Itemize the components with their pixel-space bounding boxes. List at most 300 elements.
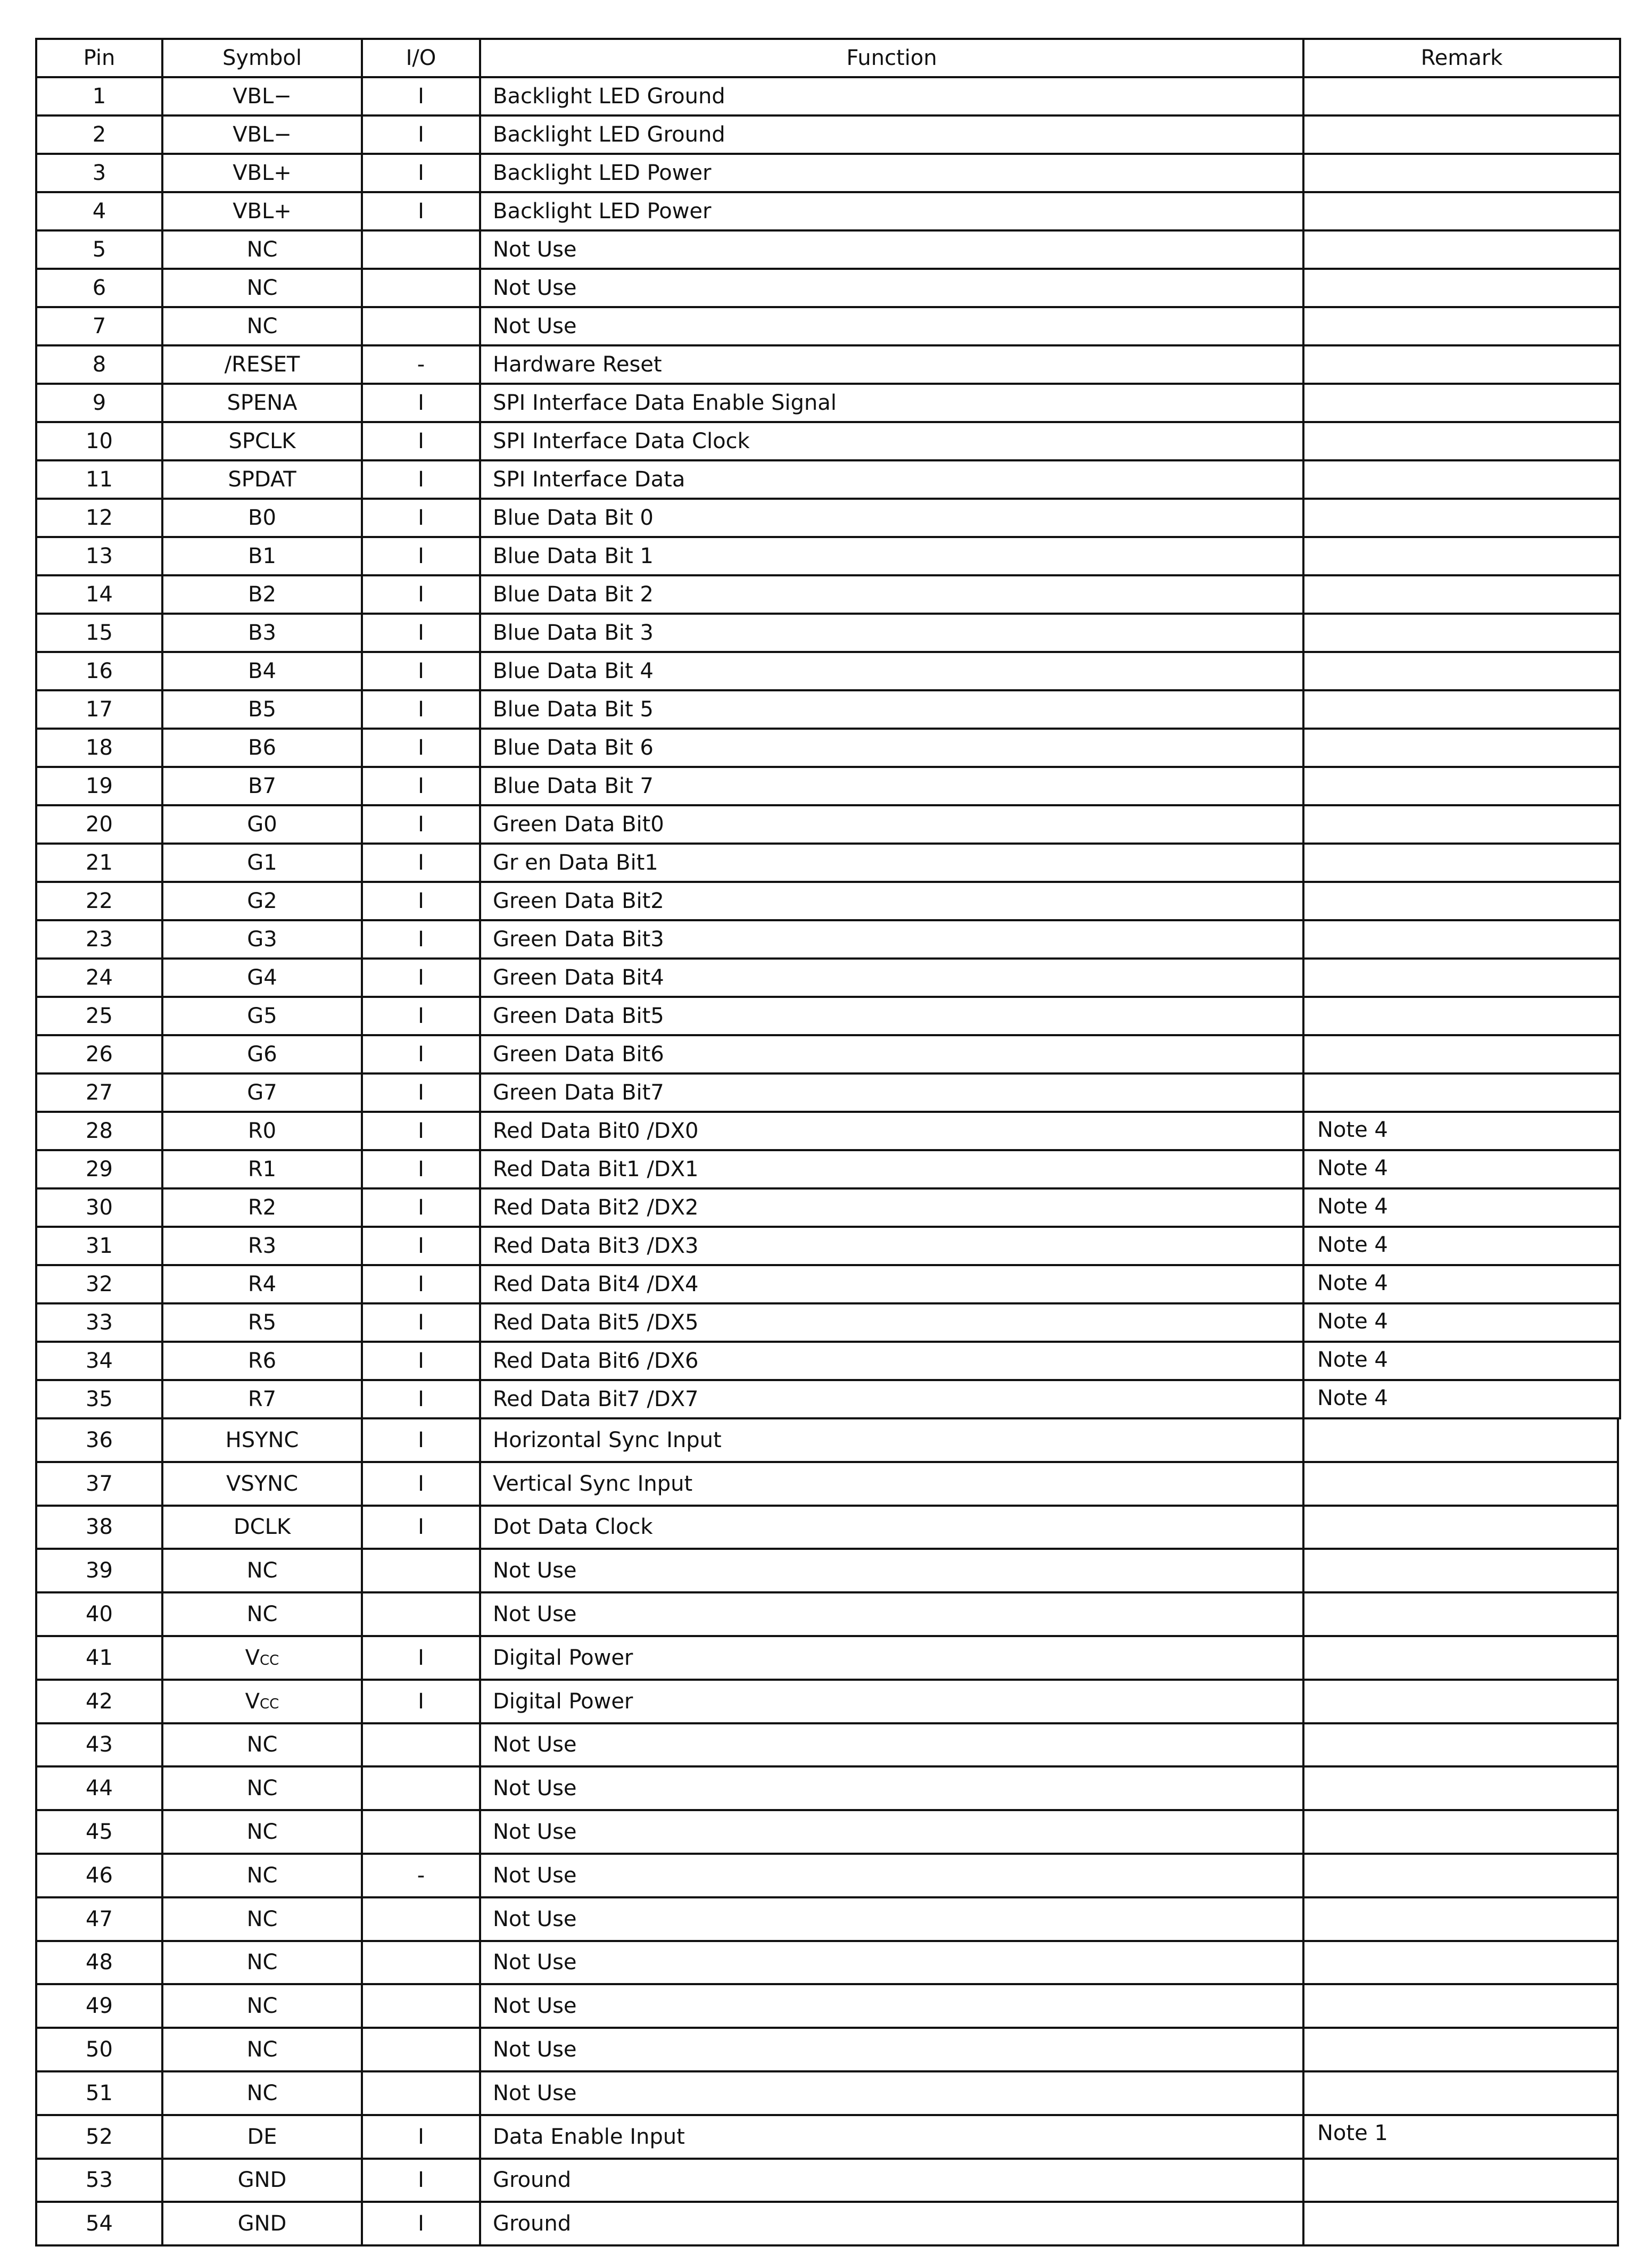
function-cell: Green Data Bit6	[480, 1035, 1303, 1073]
pin-cell: 36	[36, 1418, 162, 1462]
symbol-cell	[162, 1680, 362, 1723]
function-cell: Backlight LED Ground	[480, 77, 1303, 115]
symbol-cell: NC	[162, 1766, 362, 1810]
pin-cell: 53	[36, 2159, 162, 2202]
io-cell	[362, 307, 480, 345]
io-cell: I	[362, 575, 480, 614]
io-cell	[362, 1810, 480, 1854]
function-cell: Not Use	[480, 2071, 1303, 2115]
table-row	[36, 1227, 1620, 1265]
pin-cell: 14	[36, 575, 162, 614]
pin-cell: 15	[36, 614, 162, 652]
io-cell	[362, 1984, 480, 2028]
symbol-cell	[162, 1636, 362, 1680]
table-row	[36, 2028, 1618, 2071]
table-row	[36, 1549, 1618, 1592]
remark-cell	[1303, 1941, 1618, 1985]
pin-cell: 25	[36, 997, 162, 1035]
pin-cell: 46	[36, 1854, 162, 1897]
io-cell: I	[362, 1680, 480, 1723]
function-cell: Red Data Bit5 /DX5	[480, 1303, 1303, 1342]
table-row	[36, 805, 1620, 844]
io-cell: I	[362, 537, 480, 575]
symbol-cell: SPENA	[162, 384, 362, 422]
function-cell: Not Use	[480, 1723, 1303, 1767]
table-row	[36, 1810, 1618, 1854]
function-cell: Not Use	[480, 1549, 1303, 1592]
symbol-text: V	[245, 1689, 260, 1714]
pin-cell: 43	[36, 1723, 162, 1767]
io-cell: I	[362, 1035, 480, 1073]
symbol-cell: VSYNC	[162, 1462, 362, 1506]
symbol-cell: R6	[162, 1342, 362, 1380]
table-row	[36, 1506, 1618, 1549]
table-row	[36, 1941, 1618, 1985]
io-cell	[362, 1592, 480, 1636]
table-row	[36, 920, 1620, 959]
header-remark: Remark	[1303, 39, 1620, 77]
pin-cell: 1	[36, 77, 162, 115]
table-row	[36, 1150, 1620, 1188]
io-cell: I	[362, 652, 480, 690]
symbol-cell: B0	[162, 499, 362, 537]
symbol-cell: B3	[162, 614, 362, 652]
table-row	[36, 1342, 1620, 1380]
remark-cell	[1303, 307, 1620, 345]
table-row	[36, 1462, 1618, 1506]
io-cell: I	[362, 1227, 480, 1265]
pin-cell: 32	[36, 1265, 162, 1303]
table-row	[36, 1265, 1620, 1303]
symbol-cell: NC	[162, 1941, 362, 1985]
io-cell: I	[362, 1462, 480, 1506]
io-cell: I	[362, 1188, 480, 1227]
function-cell: Not Use	[480, 230, 1303, 269]
symbol-cell: R5	[162, 1303, 362, 1342]
function-cell: Blue Data Bit 6	[480, 729, 1303, 767]
symbol-cell: NC	[162, 2071, 362, 2115]
table-row	[36, 767, 1620, 805]
symbol-cell: HSYNC	[162, 1418, 362, 1462]
io-cell: I	[362, 192, 480, 230]
function-cell: SPI Interface Data Clock	[480, 422, 1303, 460]
symbol-cell: B7	[162, 767, 362, 805]
remark-cell	[1303, 2159, 1618, 2202]
pin-cell: 3	[36, 154, 162, 192]
pin-cell: 22	[36, 882, 162, 920]
io-cell: I	[362, 2202, 480, 2245]
function-cell: Not Use	[480, 1897, 1303, 1941]
symbol-cell: GND	[162, 2159, 362, 2202]
symbol-cell: R0	[162, 1112, 362, 1150]
table-row	[36, 230, 1620, 269]
remark-cell: Note 4	[1303, 1227, 1620, 1265]
header-function: Function	[480, 39, 1303, 77]
pin-cell: 9	[36, 384, 162, 422]
io-cell: I	[362, 1073, 480, 1112]
symbol-cell: VBL+	[162, 192, 362, 230]
io-cell: I	[362, 1112, 480, 1150]
table-row	[36, 422, 1620, 460]
function-cell: Not Use	[480, 2028, 1303, 2071]
pin-cell: 37	[36, 1462, 162, 1506]
io-cell: I	[362, 154, 480, 192]
pin-cell: 42	[36, 1680, 162, 1723]
remark-cell	[1303, 422, 1620, 460]
pin-cell: 50	[36, 2028, 162, 2071]
remark-cell	[1303, 1418, 1618, 1462]
remark-cell	[1303, 1592, 1618, 1636]
table-row	[36, 1073, 1620, 1112]
symbol-subscript: CC	[260, 1696, 279, 1712]
remark-cell	[1303, 1984, 1618, 2028]
io-cell	[362, 1897, 480, 1941]
remark-cell	[1303, 537, 1620, 575]
function-cell: Red Data Bit3 /DX3	[480, 1227, 1303, 1265]
remark-cell	[1303, 729, 1620, 767]
io-cell: I	[362, 690, 480, 729]
remark-cell	[1303, 460, 1620, 499]
io-cell: I	[362, 805, 480, 844]
pin-cell: 49	[36, 1984, 162, 2028]
io-cell: I	[362, 1342, 480, 1380]
function-cell: SPI Interface Data Enable Signal	[480, 384, 1303, 422]
pin-cell: 52	[36, 2115, 162, 2159]
symbol-cell: VBL−	[162, 77, 362, 115]
remark-cell	[1303, 1723, 1618, 1767]
io-cell: I	[362, 115, 480, 154]
io-cell	[362, 1766, 480, 1810]
function-cell: Hardware Reset	[480, 345, 1303, 384]
function-cell: Digital Power	[480, 1680, 1303, 1723]
symbol-cell: B1	[162, 537, 362, 575]
remark-cell	[1303, 345, 1620, 384]
pin-cell: 12	[36, 499, 162, 537]
function-cell: SPI Interface Data	[480, 460, 1303, 499]
io-cell: I	[362, 1506, 480, 1549]
table-row	[36, 345, 1620, 384]
pin-cell: 33	[36, 1303, 162, 1342]
table-row	[36, 997, 1620, 1035]
table-row	[36, 2202, 1618, 2245]
io-cell	[362, 2071, 480, 2115]
pin-cell: 51	[36, 2071, 162, 2115]
io-cell: I	[362, 729, 480, 767]
table-row	[36, 307, 1620, 345]
function-cell: Red Data Bit6 /DX6	[480, 1342, 1303, 1380]
remark-cell	[1303, 1549, 1618, 1592]
table-row	[36, 1984, 1618, 2028]
pin-cell: 2	[36, 115, 162, 154]
io-cell	[362, 269, 480, 307]
function-cell: Not Use	[480, 1854, 1303, 1897]
io-cell: I	[362, 882, 480, 920]
function-cell: Red Data Bit2 /DX2	[480, 1188, 1303, 1227]
function-cell: Green Data Bit7	[480, 1073, 1303, 1112]
remark-cell	[1303, 614, 1620, 652]
remark-cell	[1303, 652, 1620, 690]
symbol-cell: VBL−	[162, 115, 362, 154]
symbol-cell: NC	[162, 269, 362, 307]
remark-cell	[1303, 1810, 1618, 1854]
remark-cell	[1303, 2202, 1618, 2245]
symbol-cell: G7	[162, 1073, 362, 1112]
io-cell: I	[362, 460, 480, 499]
pin-table-lower	[35, 1417, 1619, 2247]
remark-cell	[1303, 1073, 1620, 1112]
table-row	[36, 729, 1620, 767]
remark-cell	[1303, 1636, 1618, 1680]
symbol-cell: G1	[162, 844, 362, 882]
pin-cell: 27	[36, 1073, 162, 1112]
pin-cell: 13	[36, 537, 162, 575]
symbol-cell: B5	[162, 690, 362, 729]
io-cell: I	[362, 614, 480, 652]
table-row	[36, 690, 1620, 729]
symbol-cell: DCLK	[162, 1506, 362, 1549]
io-cell	[362, 1723, 480, 1767]
symbol-cell: B2	[162, 575, 362, 614]
pin-cell: 47	[36, 1897, 162, 1941]
remark-cell	[1303, 1854, 1618, 1897]
pin-cell: 45	[36, 1810, 162, 1854]
function-cell: Not Use	[480, 307, 1303, 345]
symbol-cell: B6	[162, 729, 362, 767]
symbol-cell: NC	[162, 230, 362, 269]
io-cell: I	[362, 2159, 480, 2202]
function-cell: Gr en Data Bit1	[480, 844, 1303, 882]
remark-cell: Note 4	[1303, 1265, 1620, 1303]
pin-cell: 6	[36, 269, 162, 307]
io-cell: I	[362, 499, 480, 537]
io-cell: -	[362, 345, 480, 384]
symbol-cell: DE	[162, 2115, 362, 2159]
symbol-subscript: CC	[260, 1652, 279, 1669]
table-row	[36, 115, 1620, 154]
table-row	[36, 269, 1620, 307]
remark-cell	[1303, 690, 1620, 729]
io-cell: I	[362, 844, 480, 882]
symbol-cell: G5	[162, 997, 362, 1035]
symbol-cell: /RESET	[162, 345, 362, 384]
remark-cell	[1303, 192, 1620, 230]
symbol-cell: NC	[162, 1897, 362, 1941]
remark-cell	[1303, 959, 1620, 997]
pin-cell: 31	[36, 1227, 162, 1265]
io-cell: I	[362, 1265, 480, 1303]
function-cell: Blue Data Bit 1	[480, 537, 1303, 575]
remark-cell	[1303, 1506, 1618, 1549]
pin-cell: 48	[36, 1941, 162, 1985]
pin-cell: 44	[36, 1766, 162, 1810]
pin-cell: 19	[36, 767, 162, 805]
symbol-cell: SPCLK	[162, 422, 362, 460]
symbol-cell: NC	[162, 1810, 362, 1854]
function-cell: Backlight LED Power	[480, 154, 1303, 192]
remark-cell: Note 4	[1303, 1342, 1620, 1380]
remark-cell	[1303, 767, 1620, 805]
function-cell: Red Data Bit7 /DX7	[480, 1380, 1303, 1418]
symbol-cell: NC	[162, 1549, 362, 1592]
pin-cell: 11	[36, 460, 162, 499]
table-row	[36, 460, 1620, 499]
table-row	[36, 192, 1620, 230]
header-row	[36, 39, 1620, 77]
table-row	[36, 1854, 1618, 1897]
io-cell: -	[362, 1854, 480, 1897]
io-cell: I	[362, 959, 480, 997]
symbol-cell: R7	[162, 1380, 362, 1418]
pin-cell: 40	[36, 1592, 162, 1636]
remark-cell: Note 4	[1303, 1188, 1620, 1227]
remark-cell	[1303, 920, 1620, 959]
symbol-cell: G3	[162, 920, 362, 959]
io-cell: I	[362, 2115, 480, 2159]
pin-cell: 10	[36, 422, 162, 460]
remark-cell: Note 1	[1303, 2115, 1618, 2159]
symbol-cell: VBL+	[162, 154, 362, 192]
table-row	[36, 959, 1620, 997]
function-cell: Blue Data Bit 4	[480, 652, 1303, 690]
io-cell: I	[362, 384, 480, 422]
header-symbol: Symbol	[162, 39, 362, 77]
symbol-cell: G6	[162, 1035, 362, 1073]
remark-cell	[1303, 115, 1620, 154]
header-pin: Pin	[36, 39, 162, 77]
function-cell: Green Data Bit2	[480, 882, 1303, 920]
function-cell: Backlight LED Power	[480, 192, 1303, 230]
table-row	[36, 1723, 1618, 1767]
io-cell: I	[362, 1418, 480, 1462]
table-row	[36, 844, 1620, 882]
function-cell: Not Use	[480, 1941, 1303, 1985]
pin-cell: 16	[36, 652, 162, 690]
remark-cell: Note 4	[1303, 1380, 1620, 1418]
function-cell: Blue Data Bit 0	[480, 499, 1303, 537]
symbol-cell: NC	[162, 2028, 362, 2071]
pin-cell: 34	[36, 1342, 162, 1380]
remark-cell: Note 4	[1303, 1112, 1620, 1150]
symbol-cell: R4	[162, 1265, 362, 1303]
symbol-cell: B4	[162, 652, 362, 690]
pin-cell: 20	[36, 805, 162, 844]
remark-cell	[1303, 844, 1620, 882]
function-cell: Green Data Bit3	[480, 920, 1303, 959]
function-cell: Horizontal Sync Input	[480, 1418, 1303, 1462]
table-row	[36, 154, 1620, 192]
function-cell: Ground	[480, 2159, 1303, 2202]
pin-cell: 29	[36, 1150, 162, 1188]
io-cell: I	[362, 1150, 480, 1188]
io-cell	[362, 1941, 480, 1985]
function-cell: Blue Data Bit 7	[480, 767, 1303, 805]
remark-cell	[1303, 384, 1620, 422]
pin-cell: 21	[36, 844, 162, 882]
remark-cell	[1303, 77, 1620, 115]
table-row	[36, 1418, 1618, 1462]
remark-cell	[1303, 2071, 1618, 2115]
remark-cell	[1303, 882, 1620, 920]
function-cell: Not Use	[480, 269, 1303, 307]
remark-cell	[1303, 997, 1620, 1035]
symbol-cell: NC	[162, 1854, 362, 1897]
remark-cell	[1303, 269, 1620, 307]
table-row	[36, 1112, 1620, 1150]
pin-cell: 7	[36, 307, 162, 345]
table-row	[36, 1766, 1618, 1810]
io-cell: I	[362, 920, 480, 959]
remark-cell	[1303, 2028, 1618, 2071]
function-cell: Not Use	[480, 1766, 1303, 1810]
table-row	[36, 575, 1620, 614]
function-cell: Digital Power	[480, 1636, 1303, 1680]
pin-cell: 5	[36, 230, 162, 269]
symbol-cell: NC	[162, 1723, 362, 1767]
table-row	[36, 1636, 1618, 1680]
io-cell: I	[362, 77, 480, 115]
function-cell: Red Data Bit1 /DX1	[480, 1150, 1303, 1188]
io-cell: I	[362, 422, 480, 460]
pin-cell: 4	[36, 192, 162, 230]
pin-cell: 24	[36, 959, 162, 997]
function-cell: Vertical Sync Input	[480, 1462, 1303, 1506]
io-cell: I	[362, 997, 480, 1035]
pin-cell: 35	[36, 1380, 162, 1418]
function-cell: Blue Data Bit 2	[480, 575, 1303, 614]
remark-cell	[1303, 1035, 1620, 1073]
table-row	[36, 1897, 1618, 1941]
function-cell: Not Use	[480, 1592, 1303, 1636]
table-row	[36, 614, 1620, 652]
table-row	[36, 1680, 1618, 1723]
function-cell: Blue Data Bit 3	[480, 614, 1303, 652]
remark-cell	[1303, 1897, 1618, 1941]
pin-cell: 30	[36, 1188, 162, 1227]
io-cell	[362, 1549, 480, 1592]
symbol-cell: NC	[162, 307, 362, 345]
table-row	[36, 2115, 1618, 2159]
header-io: I/O	[362, 39, 480, 77]
remark-cell	[1303, 230, 1620, 269]
symbol-cell: G0	[162, 805, 362, 844]
symbol-cell: G4	[162, 959, 362, 997]
function-cell: Backlight LED Ground	[480, 115, 1303, 154]
pin-cell: 8	[36, 345, 162, 384]
symbol-cell: R2	[162, 1188, 362, 1227]
table-row	[36, 882, 1620, 920]
remark-cell: Note 4	[1303, 1150, 1620, 1188]
pin-cell: 17	[36, 690, 162, 729]
symbol-cell: R3	[162, 1227, 362, 1265]
function-cell: Red Data Bit4 /DX4	[480, 1265, 1303, 1303]
function-cell: Data Enable Input	[480, 2115, 1303, 2159]
function-cell: Green Data Bit5	[480, 997, 1303, 1035]
symbol-cell: NC	[162, 1592, 362, 1636]
io-cell	[362, 2028, 480, 2071]
table-row	[36, 499, 1620, 537]
symbol-cell: GND	[162, 2202, 362, 2245]
io-cell: I	[362, 1636, 480, 1680]
symbol-cell: NC	[162, 1984, 362, 2028]
table-row	[36, 1592, 1618, 1636]
table-row	[36, 652, 1620, 690]
function-cell: Dot Data Clock	[480, 1506, 1303, 1549]
io-cell: I	[362, 1303, 480, 1342]
io-cell: I	[362, 767, 480, 805]
function-cell: Blue Data Bit 5	[480, 690, 1303, 729]
function-cell: Not Use	[480, 1984, 1303, 2028]
table-row	[36, 1035, 1620, 1073]
